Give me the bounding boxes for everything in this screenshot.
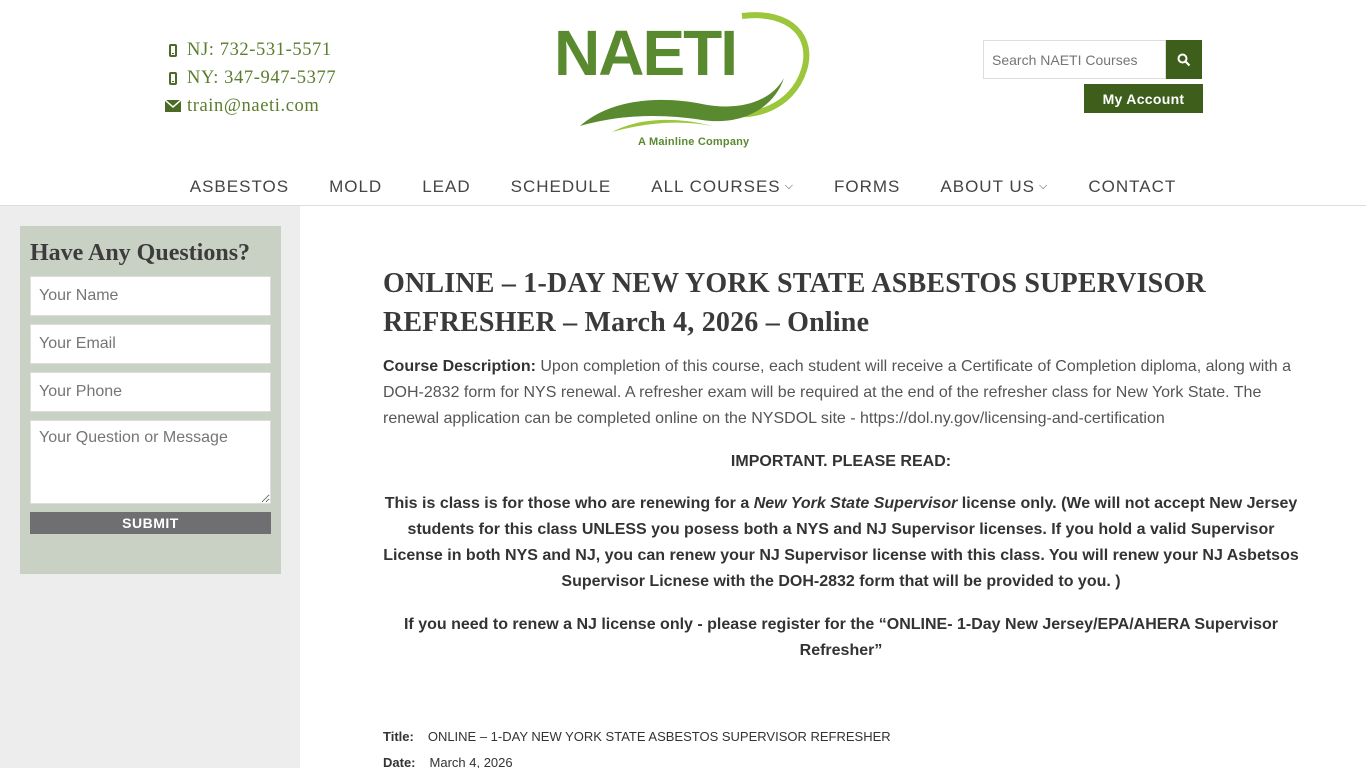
main-content xyxy=(301,206,1366,768)
nav-item-forms[interactable] xyxy=(814,168,920,204)
nav-label: SCHEDULE xyxy=(510,177,612,196)
course-meta xyxy=(383,729,1299,768)
notice-italic: New York State Supervisor xyxy=(753,495,958,512)
nav-label: ASBESTOS xyxy=(189,177,290,196)
nav-item-mold[interactable] xyxy=(309,168,402,204)
chevron-down-icon: ⌵ xyxy=(784,180,794,192)
nav-item-lead[interactable] xyxy=(402,168,490,204)
questions-form xyxy=(20,226,281,574)
name-field[interactable] xyxy=(30,276,271,316)
contact-info xyxy=(162,36,336,120)
email-text: train@naeti.com xyxy=(187,95,320,116)
meta-date-value: March 4, 2026 xyxy=(429,755,513,768)
supervisor-notice xyxy=(383,491,1299,595)
page-title: ONLINE – 1-DAY NEW YORK STATE ASBESTOS SUPERVISOR REFRESHER – March 4, 2026 – Online xyxy=(383,268,1206,338)
meta-date-label: Date: xyxy=(383,755,416,768)
form-title: Have Any Questions? xyxy=(30,240,251,266)
phone-icon xyxy=(162,72,184,85)
nav-label: ABOUT US xyxy=(940,177,1035,196)
chevron-down-icon: ⌵ xyxy=(1038,180,1049,192)
nav-item-schedule[interactable] xyxy=(491,168,632,204)
notice-part2: license only. (We will not accept New Jersey students for this class UNLESS you posess both a NYS and NJ Supervisor licenses. If you hold a valid Supervisor License in both NYS and NJ, you can renew your NJ Supervisor license with this class. You will renew your NJ Asbetsos Supervisor Licnese with the DOH-2832 form that will be provided to you. ) xyxy=(383,495,1299,590)
meta-title-value: ONLINE – 1-DAY NEW YORK STATE ASBESTOS SUPERVISOR REFRESHER xyxy=(427,729,891,744)
description-text: Upon completion of this course, each student will receive a Certificate of Completion diploma, along with a DOH-2832 form for NYS renewal. A refresher exam will be required at the end of the refresher class for New York State. The renewal application can be completed online on the NYSDOL site - https://dol.ny.gov/licensing-and-certification xyxy=(383,358,1291,427)
nj-license-notice: If you need to renew a NJ license only - please register for the “ONLINE- 1-Day New Jersey/EPA/AHERA Supervisor Refresher” xyxy=(403,616,1279,659)
nav-item-all-courses[interactable] xyxy=(631,168,814,204)
email-link[interactable] xyxy=(162,92,336,120)
search-button[interactable] xyxy=(1166,40,1202,79)
ny-phone-link[interactable] xyxy=(162,64,336,92)
site-header xyxy=(0,0,1366,206)
nav-item-contact[interactable] xyxy=(1068,168,1196,204)
nav-label: LEAD xyxy=(422,177,471,196)
logo-text: NAETI xyxy=(554,17,736,89)
nav-label: ALL COURSES xyxy=(651,177,781,196)
search-icon xyxy=(1177,53,1191,67)
course-description xyxy=(383,354,1299,432)
logo-tagline: A Mainline Company xyxy=(638,136,750,148)
phone-field[interactable] xyxy=(30,372,271,412)
search-bar xyxy=(983,40,1202,79)
email-field[interactable] xyxy=(30,324,271,364)
search-input[interactable] xyxy=(983,40,1166,79)
meta-title-row xyxy=(383,729,1299,755)
nav-item-asbestos[interactable] xyxy=(170,168,309,204)
nj-phone-link[interactable] xyxy=(162,36,336,64)
naeti-logo[interactable] xyxy=(552,8,814,154)
nav-label: MOLD xyxy=(329,177,383,196)
nj-phone-text: NJ: 732-531-5571 xyxy=(187,39,332,60)
phone-icon xyxy=(162,44,184,57)
meta-title-label: Title: xyxy=(383,729,414,744)
nav-label: FORMS xyxy=(834,177,901,196)
submit-button[interactable]: SUBMIT xyxy=(30,512,271,534)
my-account-button[interactable]: My Account xyxy=(1084,84,1203,113)
nav-label: CONTACT xyxy=(1088,177,1177,196)
main-nav xyxy=(0,168,1366,204)
description-label: Course Description: xyxy=(383,358,536,375)
ny-phone-text: NY: 347-947-5377 xyxy=(187,67,337,88)
course-article xyxy=(383,264,1299,768)
envelope-icon xyxy=(162,100,184,112)
nav-item-about-us[interactable] xyxy=(920,168,1068,204)
important-heading: IMPORTANT. PLEASE READ: xyxy=(730,453,952,470)
meta-date-row xyxy=(383,755,1299,768)
left-sidebar xyxy=(0,206,300,768)
notice-part1: This is class is for those who are renewing for a xyxy=(384,495,754,512)
message-field[interactable] xyxy=(30,420,271,504)
